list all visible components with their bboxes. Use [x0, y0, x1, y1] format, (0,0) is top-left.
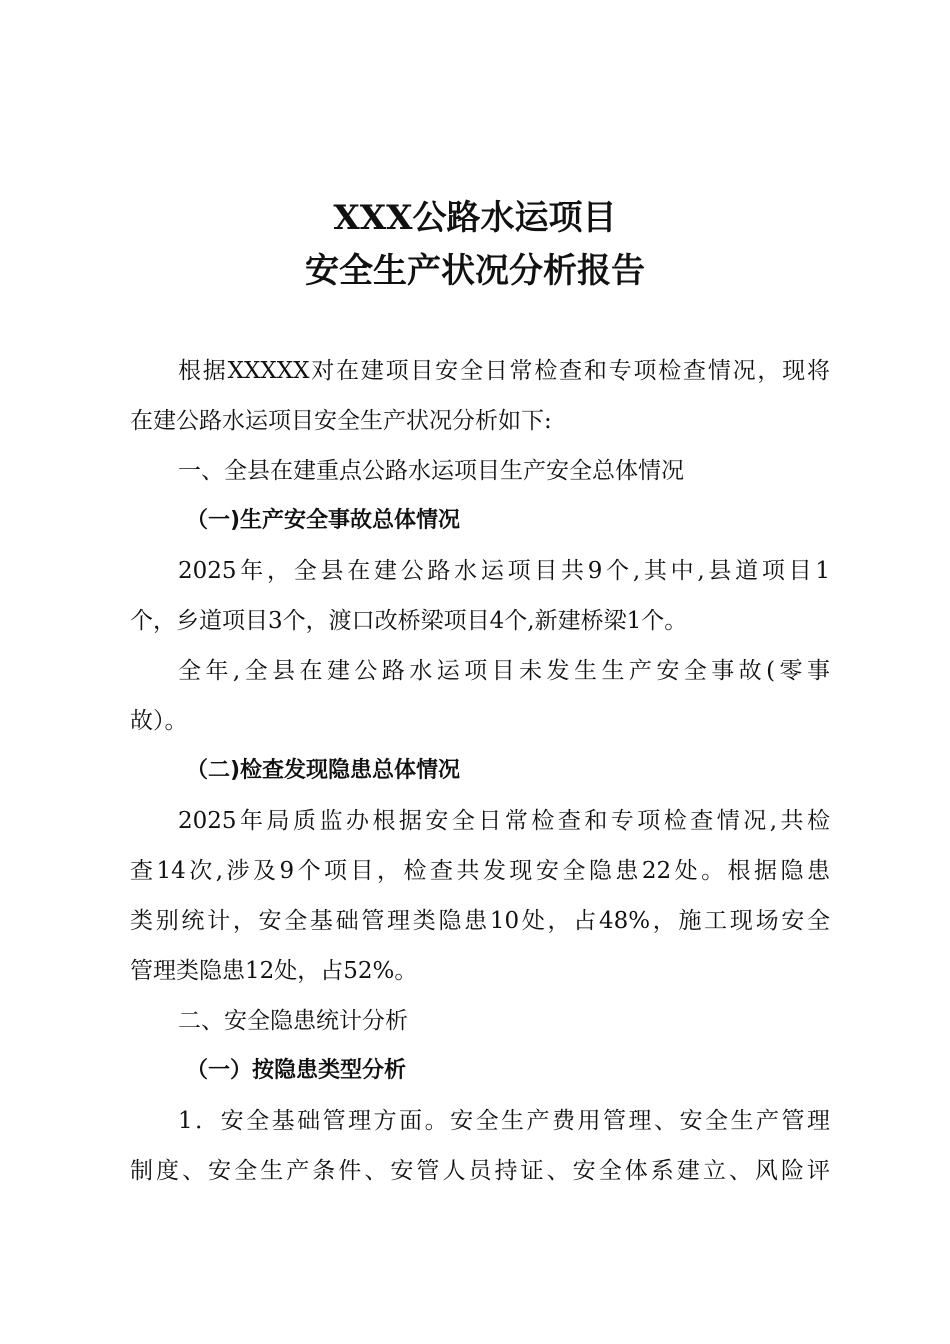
- section-1-heading: 一、全县在建重点公路水运项目生产安全总体情况: [178, 458, 684, 484]
- section-1-1-paragraph-2-line-2: 故）。: [130, 708, 188, 734]
- section-1-2-paragraph-line-3: 类别统计，安全基础管理类隐患10处，占48%，施工现场安全: [130, 908, 830, 934]
- section-1-2-paragraph-line-1: 2025年局质监办根据安全日常检查和专项检查情况,共检: [178, 808, 830, 834]
- section-1-1-paragraph-2-line-1: 全年,全县在建公路水运项目未发生生产安全事故(零事: [178, 658, 830, 684]
- report-title-line-2: 安全生产状况分析报告: [305, 251, 645, 291]
- section-1-1-heading: （一)生产安全事故总体情况: [186, 508, 461, 533]
- report-title-line-1: XXX公路水运项目: [333, 198, 617, 238]
- section-2-1-paragraph-line-1: 1．安全基础管理方面。安全生产费用管理、安全生产管理: [178, 1108, 830, 1134]
- section-2-1-paragraph-line-2: 制度、安全生产条件、安管人员持证、安全体系建立、风险评: [130, 1158, 830, 1184]
- intro-paragraph-line-2: 在建公路水运项目安全生产状况分析如下:: [130, 408, 552, 434]
- section-1-1-paragraph-1-line-1: 2025年，全县在建公路水运项目共9个,其中,县道项目1: [178, 558, 830, 584]
- section-2-1-heading: （一）按隐患类型分析: [186, 1058, 407, 1083]
- section-2-heading: 二、安全隐患统计分析: [178, 1008, 408, 1034]
- section-1-2-paragraph-line-2: 查14次,涉及9个项目，检查共发现安全隐患22处。根据隐患: [130, 858, 830, 884]
- section-1-2-heading: （二)检查发现隐患总体情况: [186, 758, 461, 783]
- intro-paragraph-line-1: 根据XXXXX对在建项目安全日常检查和专项检查情况，现将: [178, 358, 830, 384]
- section-1-1-paragraph-1-line-2: 个，乡道项目3个，渡口改桥梁项目4个,新建桥梁1个。: [130, 608, 688, 634]
- section-1-2-paragraph-line-4: 管理类隐患12处，占52%。: [130, 958, 418, 984]
